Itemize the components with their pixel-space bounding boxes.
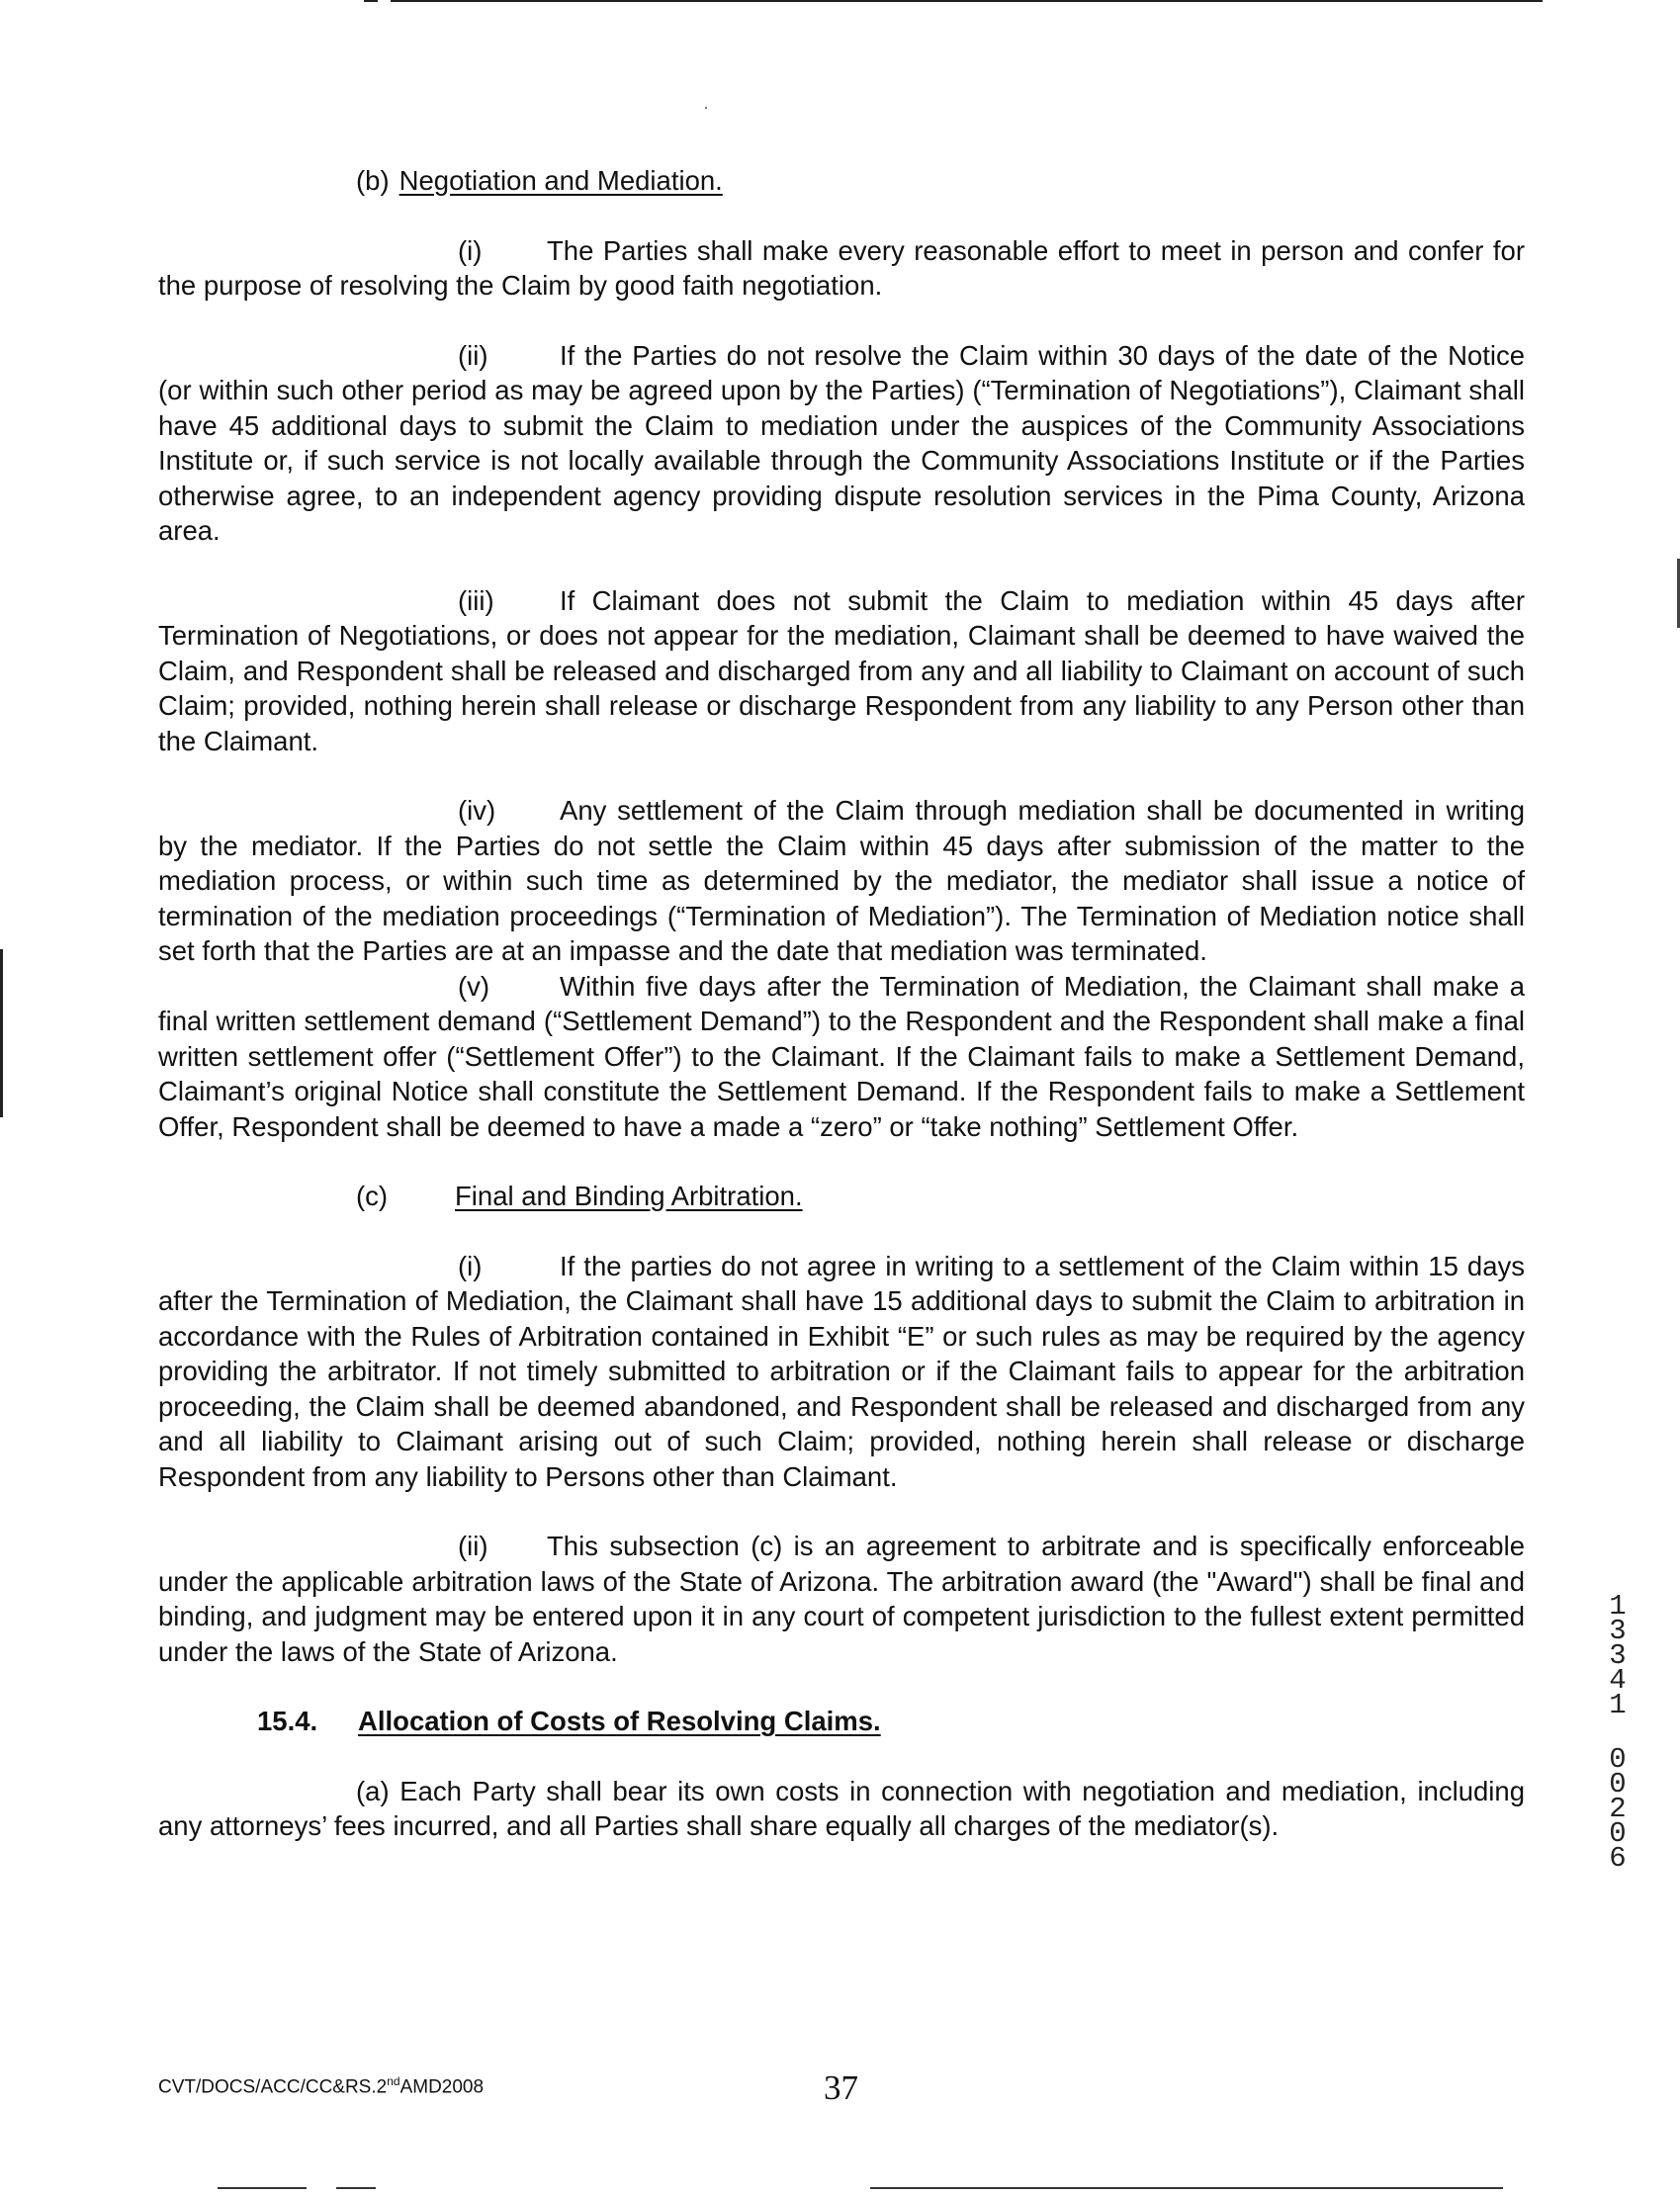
stamp-digit: 6 (1609, 1842, 1627, 1875)
paragraph-first-line: This subsection (c) is an agreement to arbitrate and is specifically (547, 1531, 1371, 1561)
item-number: (iv) (458, 795, 496, 826)
scan-artifact-top-dash (364, 0, 378, 2)
stamp-digit: 0 (1609, 1743, 1627, 1776)
scan-artifact-bottom-line (218, 2187, 307, 2189)
paragraph-text: including any attorneys’ fees incurred, and all Parties shall share equally all charges of the mediator(s). (158, 1775, 1525, 1841)
paragraph-15-4-a (158, 1774, 1525, 1844)
stamp-digit: 0 (1609, 1817, 1627, 1850)
paragraph-text: 15 days after the Termination of Mediation, the Claimant shall have 15 additional days to submit the Claim to arbitration in accordance with the Rules of Arbitration contained in Exhibit “E” or such rules as may be required by the agency providing the arbitrator. If not timely submitted to arbitration or if the Claimant fails to appear for the arbitration proceeding, the Claim shall be deemed abandoned, and Respondent shall be released and discharged from any and all liability to Claimant arising out of such Claim; provided, nothing herein shall release or discharge Respondent from any liability to Persons other than Claimant. (158, 1250, 1525, 1492)
paragraph-c-i (158, 1249, 1525, 1495)
paragraph-b-ii (158, 338, 1525, 549)
stamp-digit: 3 (1609, 1615, 1627, 1647)
scan-artifact-left-edge (0, 949, 3, 1117)
stamp-digit: 0 (1609, 1768, 1627, 1801)
page-number: 37 (824, 2068, 858, 2107)
doc-code-text: CVT/DOCS/ACC/CC&RS.2 (158, 2076, 388, 2098)
paragraph-first-line: (a) Each Party shall bear its own costs in connection with negotiation and mediation, (356, 1775, 1407, 1806)
paragraph-b-iv (158, 793, 1525, 969)
stamp-digit: 1 (1609, 1590, 1627, 1623)
item-number: (ii) (458, 1531, 488, 1561)
section-title: Allocation of Costs of Resolving Claims. (358, 1706, 881, 1736)
subsection-c-label: (c) (356, 1181, 389, 1211)
doc-code-suffix: AMD2008 (399, 2076, 485, 2098)
subsection-b-label: (b) (356, 165, 390, 196)
paragraph-first-line: If Claimant does not submit the Claim to mediation within 45 days after (560, 584, 1525, 616)
scan-artifact-bottom-line (336, 2187, 376, 2189)
stamp-digit: 1 (1609, 1689, 1627, 1721)
item-number: (iii) (458, 584, 494, 616)
paragraph-b-v (158, 969, 1525, 1145)
paragraph-first-line: Any settlement of the Claim through mediation shall be documented in (560, 795, 1436, 826)
paragraph-b-iii (158, 583, 1525, 759)
document-body (158, 163, 1525, 1844)
stamp-digit: 3 (1609, 1639, 1627, 1672)
scan-artifact-bottom-line (870, 2187, 1503, 2189)
document-code (158, 2074, 484, 2098)
stamp-digit: 4 (1609, 1664, 1627, 1697)
paragraph-first-line: If the parties do not agree in writing to a settlement of the Claim within (560, 1250, 1420, 1281)
paragraph-b-i (158, 233, 1525, 304)
scan-artifact-top-line (391, 0, 1543, 2)
paragraph-first-line: The Parties shall make every reasonable effort to meet in person and (547, 234, 1399, 266)
paragraph-text: confer for the purpose of resolving the Claim by good faith negotiation. (158, 234, 1525, 301)
paragraph-first-line: If the Parties do not resolve the Claim within 30 days of the date of the (560, 339, 1439, 371)
paragraph-text: writing by the mediator. If the Parties do not settle the Claim within 45 days after submission of the matter to the mediation process, or within such time as determined by the mediator, the mediator shall issue a notice of termination of the mediation proceedings (“Termination of Mediation”). The Termination of Mediation notice shall set forth that the Parties are at an impasse and the date that mediation was terminated. (158, 795, 1525, 966)
stamp-digit: 2 (1609, 1793, 1627, 1825)
paragraph-text: Termination of Negotiations, or does not appear for the mediation, Claimant shall be deemed to have waived the Claim, and Respondent shall be released and discharged from any and all liability to Claimant on account of such Claim; provided, nothing herein shall release or discharge Respondent from any liability to any Person other than the Claimant. (158, 620, 1525, 756)
section-15-4-heading (158, 1704, 1525, 1739)
item-number: (v) (458, 970, 490, 1002)
subsection-c-heading (158, 1179, 1525, 1214)
paragraph-text: make a final written settlement demand (“Settlement Demand”) to the Respondent and the Respondent shall make a final written settlement offer (“Settlement Offer”) to the Claimant. If the Claimant fails to make a Settlement Demand, Claimant’s original Notice shall constitute the Settlement Demand. If the Respondent fails to make a Settlement Offer, Respondent shall be deemed to have a made a “zero” or “take nothing” Settlement Offer. (158, 970, 1525, 1142)
subsection-b-title: Negotiation and Mediation. (398, 165, 723, 196)
subsection-c-title: Final and Binding Arbitration. (455, 1181, 803, 1211)
paragraph-c-ii (158, 1529, 1525, 1669)
recording-stamp (1600, 1590, 1636, 1875)
paragraph-text: Notice (or within such other period as may be agreed upon by the Parties) (“Termination of Negotiations”), Claimant shall have 45 additional days to submit the Claim to mediation under the auspices of the Community Associations Institute or, if such service is not locally available through the Community Associations Institute or if the Parties otherwise agree, to an independent agency providing dispute resolution services in the Pima County, Arizona area. (158, 339, 1526, 546)
item-number: (ii) (458, 339, 488, 371)
item-number: (i) (458, 1250, 483, 1281)
doc-code-superscript: nd (387, 2074, 400, 2088)
item-number: (i) (458, 234, 483, 266)
section-number: 15.4. (257, 1706, 318, 1736)
subsection-b-heading (158, 163, 1525, 199)
paragraph-first-line: Within five days after the Termination of Mediation, the Claimant shall (560, 970, 1423, 1002)
paragraph-text: enforceable under the applicable arbitration laws of the State of Arizona. The arbitration award (the "Award") shall be final and binding, and judgment may be entered upon it in any court of competent jurisdiction to the fullest extent permitted under the laws of the State of Arizona. (158, 1531, 1525, 1667)
scan-speck (705, 107, 707, 109)
